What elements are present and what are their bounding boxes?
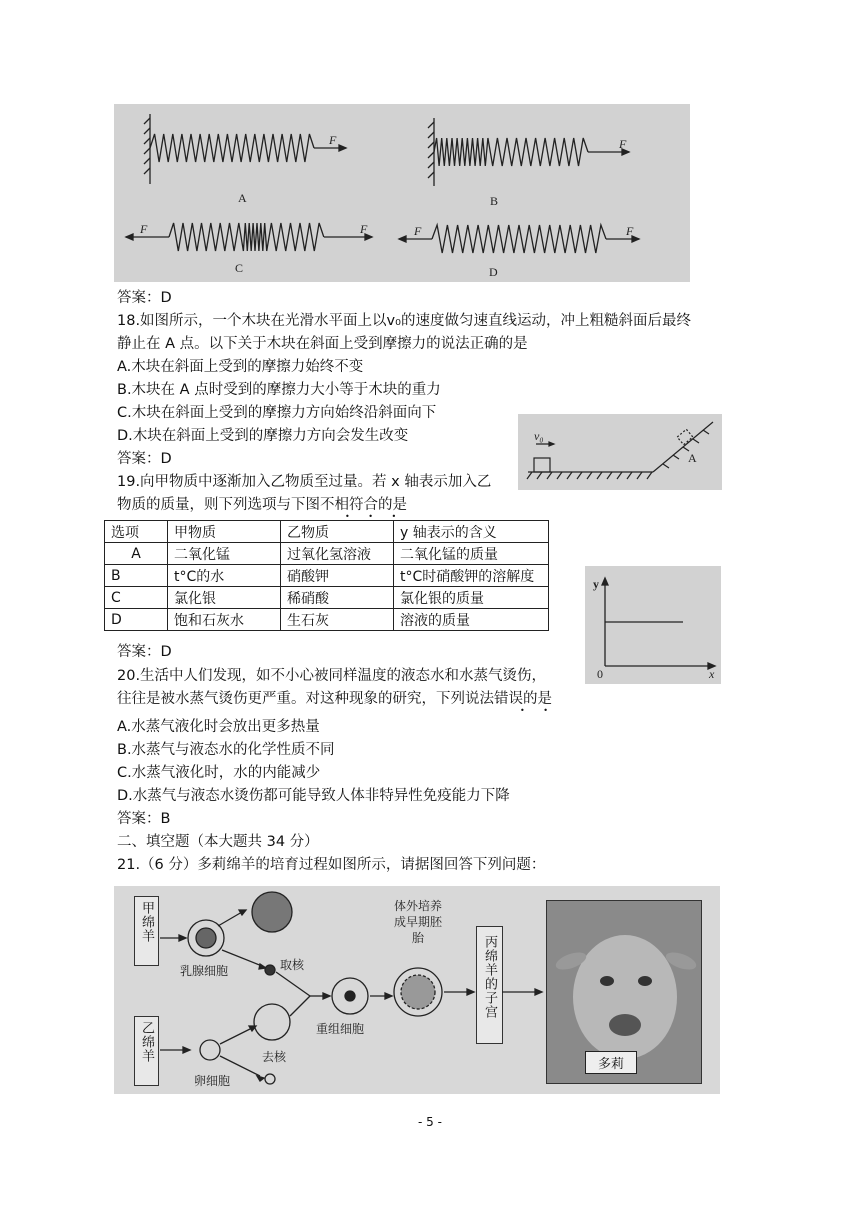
table-cell: D <box>105 609 168 631</box>
question-19-text-2: 物质的质量，则下列选项与下图不相符合的是 <box>117 497 407 513</box>
egg-cell-label: 卵细胞 <box>194 1074 231 1088</box>
table-row <box>105 609 549 631</box>
table-cell: 溶液的质量 <box>394 609 549 631</box>
table-cell: 饱和石灰水 <box>168 609 281 631</box>
dolly-label: 多莉 <box>585 1051 637 1074</box>
table-cell: C <box>105 587 168 609</box>
table-cell: 氯化银 <box>168 587 281 609</box>
culture-label: 体外培养成早期胚胎 <box>393 899 442 945</box>
force-label-d-right: F <box>626 224 634 238</box>
y-axis-label: y <box>593 577 599 591</box>
table-cell: t°C时硝酸钾的溶解度 <box>394 565 549 587</box>
table-cell: 氯化银的质量 <box>394 587 549 609</box>
option-20-d: D.水蒸气与液态水烫伤都可能导致人体非特异性免疫能力下降 <box>117 788 510 804</box>
force-label-a: F <box>329 133 337 147</box>
x-axis-label: x <box>709 667 715 681</box>
question-20-text: 20.生活中人们发现，如不小心被同样温度的液态水和水蒸气烫伤， <box>117 668 547 684</box>
question-19-text: 19.向甲物质中逐渐加入乙物质至过量。若 x 轴表示加入乙 <box>117 474 492 490</box>
force-label-b: F <box>619 137 627 151</box>
force-label-c-left: F <box>140 222 148 236</box>
option-18-c: C.木块在斜面上受到的摩擦力方向始终沿斜面向下 <box>117 405 437 421</box>
graph-19 <box>585 566 721 684</box>
sheep-a-box: 甲绵羊 <box>134 896 159 966</box>
emphasis-dots-20: • • <box>520 706 556 715</box>
table-cell: 二氧化锰 <box>168 543 281 565</box>
option-20-c: C.水蒸气液化时，水的内能减少 <box>117 765 321 781</box>
v0-label: v₀ <box>534 429 544 443</box>
table-cell: A <box>105 543 168 565</box>
option-20-b: B.水蒸气与液态水的化学性质不同 <box>117 742 335 758</box>
spring-coil-c <box>169 223 324 251</box>
answer-18: 答案：D <box>117 451 172 467</box>
spring-coil-b <box>434 138 588 166</box>
sheep-b-box: 乙绵羊 <box>134 1016 159 1086</box>
answer-19: 答案：D <box>117 644 172 660</box>
page-number: - 5 - <box>418 1115 442 1129</box>
spring-label-d: D <box>489 265 498 279</box>
force-label-d-left: F <box>414 224 422 238</box>
denucleate-label: 去核 <box>262 1050 287 1064</box>
surrogate-box: 丙绵羊的子宫 <box>476 926 503 1044</box>
question-18-text-2: 静止在 A 点。以下关于木块在斜面上受到摩擦力的说法正确的是 <box>117 336 528 352</box>
option-18-a: A.木块在斜面上受到的摩擦力始终不变 <box>117 359 364 375</box>
spring-label-c: C <box>235 261 244 275</box>
question-21-text: 21.（6 分）多莉绵羊的培育过程如图所示，请据图回答下列问题： <box>117 857 546 873</box>
answer-17: 答案：D <box>117 290 172 306</box>
table-header-cell: 选项 <box>105 521 168 543</box>
spring-coil-d <box>432 225 606 253</box>
table-cell: 过氧化氢溶液 <box>281 543 394 565</box>
table-cell: 生石灰 <box>281 609 394 631</box>
table-header-cell: y 轴表示的含义 <box>394 521 549 543</box>
origin-label: 0 <box>597 667 603 681</box>
incline-drawing <box>518 414 722 490</box>
point-a-label: A <box>688 451 697 465</box>
answer-20: 答案：B <box>117 811 171 827</box>
table-cell: B <box>105 565 168 587</box>
q19-table <box>104 520 549 631</box>
nucleus-label: 取核 <box>280 958 305 972</box>
section-heading: 二、填空题（本大题共 34 分） <box>117 834 319 850</box>
table-cell: t°C的水 <box>168 565 281 587</box>
table-header-cell: 乙物质 <box>281 521 394 543</box>
dolly-figure <box>114 886 720 1094</box>
spring-figure-drawing <box>114 104 690 282</box>
option-18-b: B.木块在 A 点时受到的摩擦力大小等于木块的重力 <box>117 382 441 398</box>
graph-19-drawing <box>585 566 721 684</box>
table-row <box>105 587 549 609</box>
option-20-a: A.水蒸气液化时会放出更多热量 <box>117 719 320 735</box>
spring-label-a: A <box>238 191 247 205</box>
incline-figure <box>518 414 722 490</box>
table-cell: 硝酸钾 <box>281 565 394 587</box>
spring-label-b: B <box>490 194 499 208</box>
table-row <box>105 565 549 587</box>
option-18-d: D.木块在斜面上受到的摩擦力方向会发生改变 <box>117 428 409 444</box>
force-label-c-right: F <box>360 222 368 236</box>
table-row <box>105 543 549 565</box>
mammary-cell-label: 乳腺细胞 <box>180 964 229 978</box>
question-20-text-2: 往往是被水蒸气烫伤更严重。对这种现象的研究，下列说法错误的是 <box>117 691 552 707</box>
recombined-cell-label: 重组细胞 <box>316 1022 365 1036</box>
emphasis-dots-19: • • • <box>345 512 405 521</box>
table-cell: 二氧化锰的质量 <box>394 543 549 565</box>
spring-figure <box>114 104 690 282</box>
table-header-row <box>105 521 549 543</box>
question-18-text: 18.如图所示，一个木块在光滑水平面上以v₀的速度做匀速直线运动，冲上粗糙斜面后最终 <box>117 313 691 329</box>
table-cell: 稀硝酸 <box>281 587 394 609</box>
table-header-cell: 甲物质 <box>168 521 281 543</box>
spring-coil-a <box>150 134 314 162</box>
